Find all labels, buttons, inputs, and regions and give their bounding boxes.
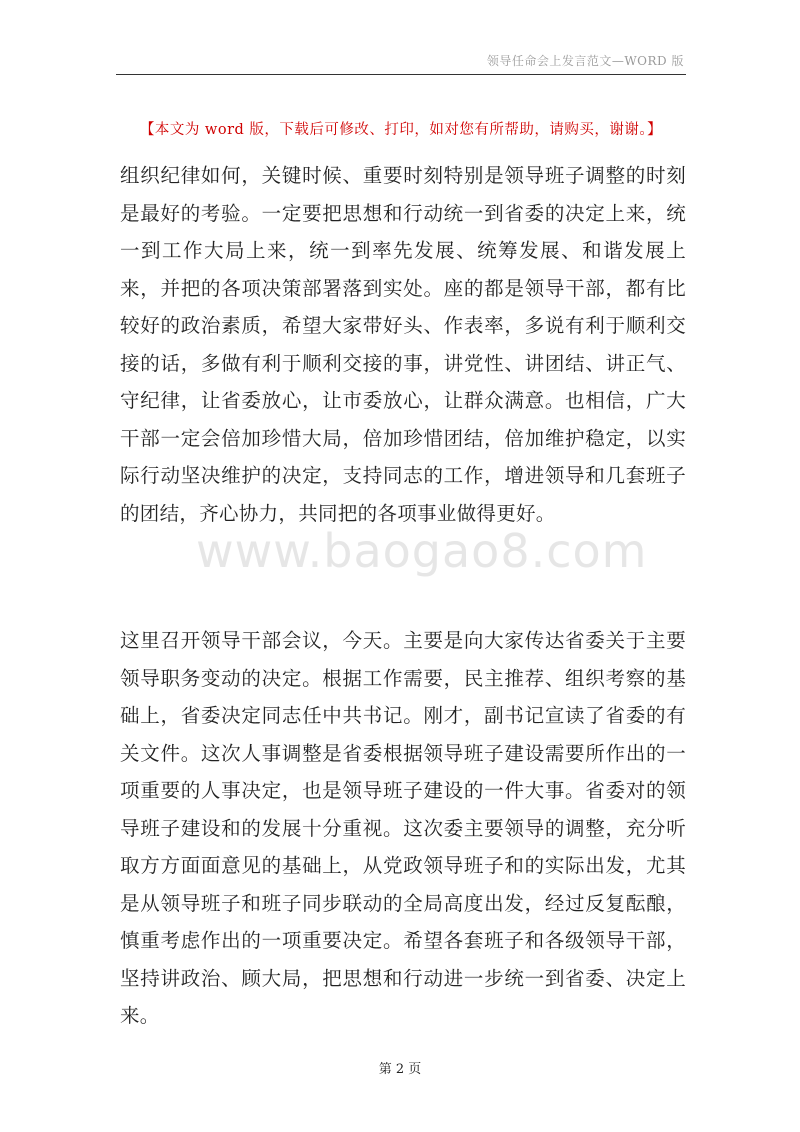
running-header: 领导任命会上发言范文—WORD 版	[486, 54, 684, 68]
header-divider	[116, 74, 686, 75]
body-paragraph-2: 这里召开领导干部会议，今天。主要是向大家传达省委关于主要领导职务变动的决定。根据工作需要，民主推荐、组织考察的基础上，省委决定同志任中共书记。刚才，副书记宣读了省委的有关文件。这次人事调整是省委根据领导班子建设需要所作出的一项重要的人事决定，也是领导班子建设的一件大事。省委对的领导班子建设和的发展十分重视。这次委主要领导的调整，充分听取方方面面意见的基础上，从党政领导班子和的实际出发，尤其是从领导班子和班子同步联动的全局高度出发，经过反复酝酿，慎重考虑作出的一项重要决定。希望各套班子和各级领导干部，坚持讲政治、顾大局，把思想和行动进一步统一到省委、决定上来。	[120, 629, 686, 1027]
purchase-notice: 【本文为 word 版，下载后可修改、打印，如对您有所帮助，请购买，谢谢。】	[139, 122, 663, 138]
site-watermark: www.baogao8.com	[196, 524, 648, 578]
page-number: 第 2 页	[378, 1062, 422, 1077]
body-paragraph-1: 组织纪律如何，关键时候、重要时刻特别是领导班子调整的时刻是最好的考验。一定要把思想和行动统一到省委的决定上来，统一到工作大局上来，统一到率先发展、统筹发展、和谐发展上来，并把的各项决策部署落到实处。座的都是领导干部，都有比较好的政治素质，希望大家带好头、作表率，多说有利于顺利交接的话，多做有利于顺利交接的事，讲党性、讲团结、讲正气、守纪律，让省委放心，让市委放心，让群众满意。也相信，广大干部一定会倍加珍惜大局，倍加珍惜团结，倍加维护稳定，以实际行动坚决维护的决定，支持同志的工作，增进领导和几套班子的团结，齐心协力，共同把的各项事业做得更好。	[120, 164, 686, 525]
